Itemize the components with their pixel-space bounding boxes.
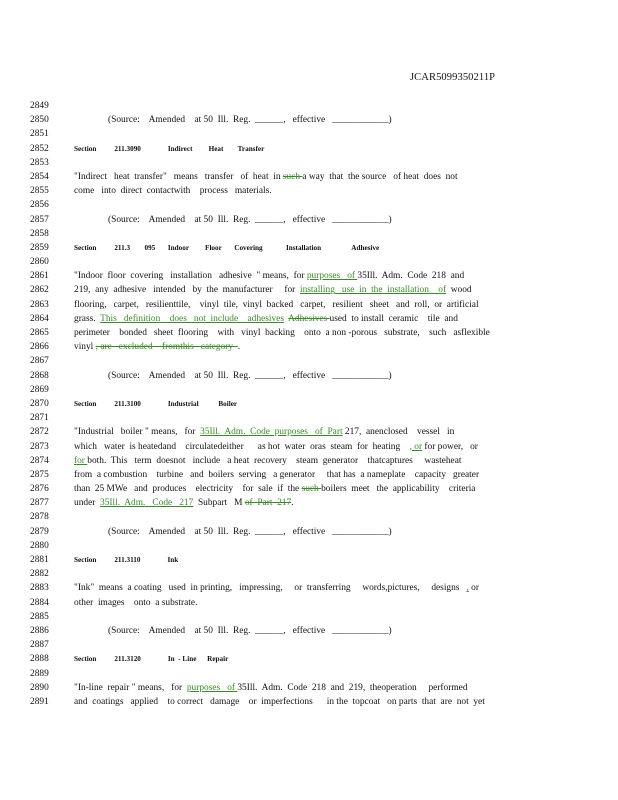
line-number: 2851: [30, 129, 49, 140]
line-number: 2878: [30, 512, 49, 523]
line-text: [74, 695, 485, 709]
document-line: [0, 581, 618, 595]
document-line: [0, 454, 618, 468]
line-text: [74, 312, 458, 326]
document-line: [0, 596, 618, 610]
document-line: [0, 312, 618, 326]
text-segment: Subpart M: [193, 498, 245, 509]
text-segment: under: [74, 498, 101, 509]
text-segment: and coatings applied to correct damage or imperfections in the topcoat on parts that are not yet: [74, 696, 485, 707]
line-number: 2882: [30, 569, 49, 580]
line-text: [74, 170, 458, 184]
line-number: 2891: [30, 696, 49, 707]
text-segment: used to install ceramic tile and: [329, 313, 458, 324]
document-line: [0, 567, 618, 581]
section-heading: [74, 241, 379, 255]
document-line: [0, 681, 618, 695]
inserted-text: for: [74, 455, 88, 466]
text-segment: Section 211.3110 Ink: [74, 556, 179, 564]
text-segment: come into direct contactwith process materials.: [74, 186, 272, 197]
document-line: [0, 269, 618, 283]
line-number: 2889: [30, 668, 49, 679]
text-segment: from a combustion turbine and boilers serving a generator that has a nameplate capacity greater: [74, 469, 480, 480]
text-segment: "In-line repair " means, for: [74, 682, 187, 693]
text-segment: for power, or: [422, 441, 478, 452]
deleted-text: such: [282, 171, 303, 182]
text-segment: 219, any adhesive intended by the manufacturer for: [74, 285, 300, 296]
text-segment: grass.: [74, 313, 101, 324]
inserted-text: purposes of: [306, 271, 358, 282]
document-line: [0, 170, 618, 184]
line-number: 2884: [30, 597, 49, 608]
line-number: 2873: [30, 441, 49, 452]
document-line: [0, 283, 618, 297]
line-number: 2862: [30, 285, 49, 296]
text-segment: "Ink" means a coating used in printing, impressing, or transferring words,pictures, designs: [74, 583, 467, 594]
line-text: [74, 326, 490, 340]
deleted-text: , are excluded fromthis category: [95, 342, 238, 353]
document-line: [0, 142, 618, 156]
inserted-text: ,: [466, 583, 469, 594]
document-line: [0, 383, 618, 397]
line-number: 2864: [30, 313, 49, 324]
document-line: [0, 624, 618, 638]
line-text: [74, 482, 475, 496]
line-number: 2856: [30, 200, 49, 211]
document-line: [0, 227, 618, 241]
document-line: [0, 510, 618, 524]
text-segment: "Indoor floor covering installation adhesive " means, for: [74, 271, 307, 282]
line-number: 2871: [30, 413, 49, 424]
inserted-text: This definition does not include adhesives: [100, 313, 284, 324]
document-line: [0, 525, 618, 539]
line-number: 2875: [30, 469, 49, 480]
text-segment: other images onto a substrate.: [74, 597, 198, 608]
line-number: 2868: [30, 370, 49, 381]
document-line: [0, 127, 618, 141]
line-number: 2870: [30, 398, 49, 409]
document-line: [0, 241, 618, 255]
line-number: 2890: [30, 682, 49, 693]
document-body: [0, 99, 618, 709]
line-number: 2863: [30, 299, 49, 310]
document-line: [0, 156, 618, 170]
line-text: [74, 496, 294, 510]
line-number: 2872: [30, 427, 49, 438]
text-segment: both. This term doesnot include a heat recovery steam generator thatcaptures wasteheat: [87, 455, 462, 466]
document-line: [0, 440, 618, 454]
line-number: 2857: [30, 214, 49, 225]
document-line: [0, 113, 618, 127]
document-line: [0, 411, 618, 425]
inserted-text: purposes of: [186, 682, 238, 693]
document-line: [0, 652, 618, 666]
deleted-text: Adhesives: [288, 313, 330, 324]
line-number: 2853: [30, 157, 49, 168]
document-line: [0, 695, 618, 709]
line-text: [74, 425, 454, 439]
line-number: 2855: [30, 186, 49, 197]
text-segment: 35Ill. Adm. Code 218 and: [357, 271, 465, 282]
deleted-text: of Part 217: [244, 498, 292, 509]
text-segment: flooring, carpet, resilienttile, vinyl tile, vinyl backed carpet, resilient sheet and roll, or artificial: [74, 299, 479, 310]
document-line: [0, 340, 618, 354]
text-segment: (Source: Amended at 50 Ill. Reg. ______, effective ____________): [108, 115, 392, 126]
document-line: [0, 354, 618, 368]
line-number: 2849: [30, 101, 49, 111]
line-number: 2858: [30, 228, 49, 239]
document-line: [0, 255, 618, 269]
line-number: 2879: [30, 526, 49, 537]
text-segment: .: [237, 342, 241, 353]
text-segment: .: [291, 498, 294, 509]
line-text: [74, 440, 478, 454]
text-segment: "Industrial boiler " means, for: [74, 427, 201, 438]
document-line: [0, 496, 618, 510]
line-number: 2888: [30, 654, 49, 665]
document-line: [0, 99, 618, 113]
text-segment: than 25 MWe and produces electricity for sale if the: [74, 484, 302, 495]
line-number: 2867: [30, 356, 49, 367]
document-line: [0, 184, 618, 198]
inserted-text: 35Ill. Adm. Code purposes of Part: [200, 427, 343, 438]
deleted-text: such: [301, 484, 322, 495]
inserted-text: , or: [409, 441, 423, 452]
line-number: 2874: [30, 455, 49, 466]
source-note: [108, 525, 392, 539]
text-segment: boilers meet the applicability criteria: [321, 484, 476, 495]
line-number: 2876: [30, 484, 49, 495]
document-line: [0, 468, 618, 482]
document-id: JCAR5099350211P: [410, 72, 496, 83]
line-text: [74, 283, 472, 297]
line-text: [74, 340, 240, 354]
document-line: [0, 553, 618, 567]
line-number: 2869: [30, 384, 49, 395]
text-segment: Section 211.3090 Indirect Heat Transfer: [74, 144, 265, 153]
line-number: 2880: [30, 540, 49, 551]
text-segment: (Source: Amended at 50 Ill. Reg. ______, effective ____________): [108, 214, 392, 225]
text-segment: (Source: Amended at 50 Ill. Reg. ______, effective ____________): [108, 625, 392, 636]
section-heading: [74, 553, 178, 567]
text-segment: vinyl: [74, 342, 96, 353]
text-segment: which water is heatedand circulatedeither as hot water oras steam for heating: [74, 441, 410, 452]
document-line: [0, 539, 618, 553]
line-text: [74, 581, 479, 595]
line-text: [74, 454, 461, 468]
document-line: [0, 610, 618, 624]
line-number: 2887: [30, 640, 49, 651]
line-text: [74, 681, 468, 695]
text-segment: (Source: Amended at 50 Ill. Reg. ______, effective ____________): [108, 370, 392, 381]
line-number: 2850: [30, 115, 49, 126]
document-line: [0, 298, 618, 312]
section-heading: [74, 142, 264, 156]
source-note: [108, 624, 392, 638]
line-text: [74, 298, 479, 312]
document-line: [0, 667, 618, 681]
text-segment: 35Ill. Adm. Code 218 and 219, theoperation performed: [237, 682, 468, 693]
line-number: 2881: [30, 555, 49, 565]
line-number: 2866: [30, 342, 49, 353]
inserted-text: 35Ill. Adm. Code 217: [100, 498, 194, 509]
text-segment: "Indirect heat transfer" means transfer of heat in: [74, 171, 283, 182]
document-line: [0, 326, 618, 340]
inserted-text: installing use in the installation of: [299, 285, 447, 296]
line-number: 2854: [30, 171, 49, 182]
text-segment: wood: [446, 285, 472, 296]
section-heading: [74, 652, 228, 666]
line-number: 2886: [30, 625, 49, 636]
source-note: [108, 213, 392, 227]
document-line: [0, 198, 618, 212]
line-number: 2860: [30, 257, 49, 268]
line-number: 2852: [30, 143, 49, 154]
text-segment: perimeter bonded sheet flooring with vinyl backing onto a non -porous substrate, such asflexible: [74, 328, 490, 338]
line-number: 2865: [30, 328, 49, 338]
line-text: [74, 184, 272, 198]
line-text: [74, 269, 464, 283]
line-number: 2861: [30, 271, 49, 282]
document-line: [0, 482, 618, 496]
document-line: [0, 397, 618, 411]
line-number: 2859: [30, 242, 49, 253]
document-line: [0, 213, 618, 227]
source-note: [108, 369, 392, 383]
section-heading: [74, 397, 237, 411]
text-segment: Section 211.3120 In - Line Repair: [74, 655, 229, 664]
line-number: 2883: [30, 583, 49, 594]
line-number: 2877: [30, 498, 49, 509]
line-number: 2885: [30, 611, 49, 622]
document-line: [0, 425, 618, 439]
text-segment: a way that the source of heat does not: [302, 171, 458, 182]
text-segment: or: [468, 583, 479, 594]
text-segment: Section 211.3100 Industrial Boiler: [74, 399, 238, 408]
text-segment: Section 211.3 095 Indoor Floor Covering Installation Adhesive: [74, 243, 380, 252]
line-text: [74, 596, 197, 610]
document-line: [0, 638, 618, 652]
document-line: [0, 369, 618, 383]
line-text: [74, 468, 479, 482]
text-segment: (Source: Amended at 50 Ill. Reg. ______, effective ____________): [108, 526, 392, 537]
text-segment: 217, anenclosed vessel in: [342, 427, 455, 438]
source-note: [108, 113, 392, 127]
